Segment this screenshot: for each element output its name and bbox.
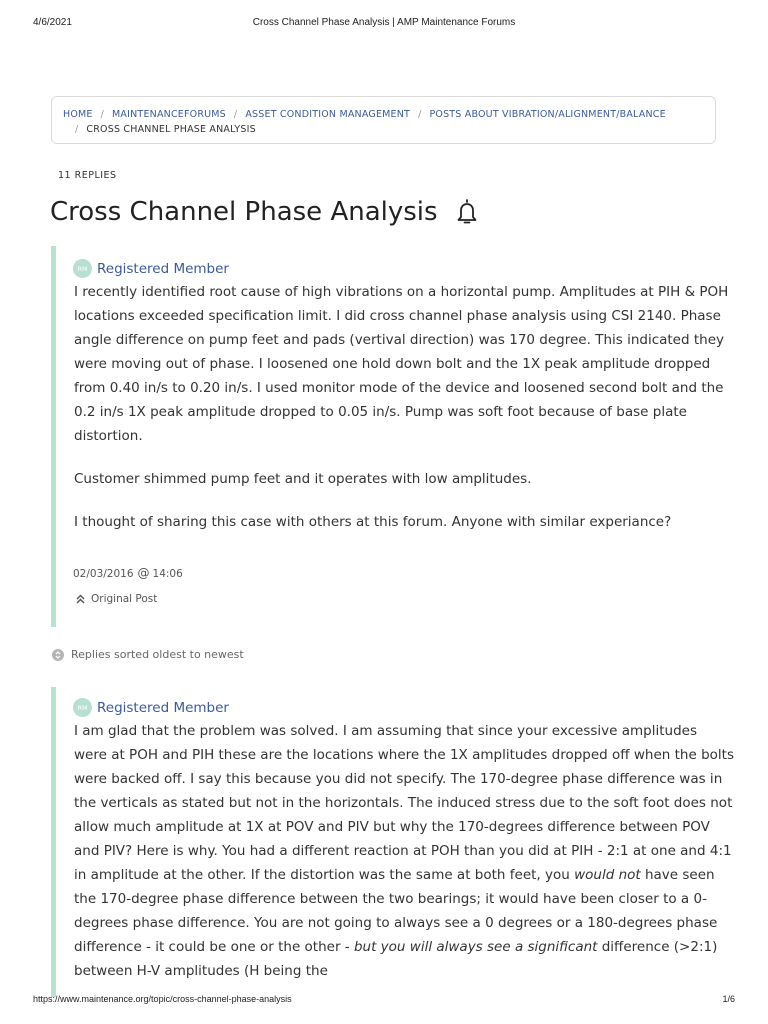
post-body: [74, 719, 734, 983]
post-author: [73, 259, 229, 278]
breadcrumb-line-1: [63, 107, 705, 122]
reply-text-emphasis: but you will always see a significant: [353, 939, 598, 955]
breadcrumb-current: CROSS CHANNEL PHASE ANALYSIS: [86, 124, 256, 135]
at-symbol: @: [137, 566, 150, 580]
reply-text-emphasis: would not: [574, 867, 641, 883]
reply-text: I am glad that the problem was solved. I am assuming that since your excessive amplitudes were at POH and PIH these are the locations where the 1X amplitudes dropped off when the bolts were backed off. I say this because you did not specify. The 170-degree phase difference was in the verticals as stated but not in the horizontals. The induced stress due to the soft foot does not allow much amplitude at 1X at POV and PIV but why the 170-degrees difference between POV and PIV? Here is why. You had a different reaction at POH than you did at PIH - 2:1 at one and 4:1 in amplitude at the other. If the distortion was the same at both feet, you: [74, 723, 734, 883]
post-paragraph: I thought of sharing this case with others at this forum. Anyone with similar experiance?: [74, 514, 672, 530]
post-body: [74, 280, 734, 553]
post-time: 14:06: [152, 568, 183, 580]
breadcrumb: [51, 96, 716, 144]
print-page-title: Cross Channel Phase Analysis | AMP Maintenance Forums: [252, 17, 516, 28]
post-author: [73, 698, 229, 717]
reply-text: have seen the 170-degree phase difference between the two bearings; it would have been closer to a 0-degrees phase difference. You are not going to always see a 0 degrees or a 180-degrees phase difference - it could be one or the other -: [74, 867, 718, 955]
print-url: https://www.maintenance.org/topic/cross-channel-phase-analysis: [33, 994, 292, 1004]
reply-text: difference (>2:1) between H-V amplitudes (H being the: [74, 939, 718, 979]
double-chevron-up-icon: [76, 594, 85, 604]
breadcrumb-home[interactable]: HOME: [63, 109, 93, 120]
topic-title-row: [50, 194, 482, 230]
print-footer: [0, 994, 768, 1008]
breadcrumb-separator: /: [100, 109, 105, 120]
original-post-label: Original Post: [91, 593, 158, 605]
avatar[interactable]: RM: [73, 259, 92, 278]
post-paragraph: I recently identified root cause of high vibrations on a horizontal pump. Amplitudes at PIH & POH locations exceeded specification limit. I did cross channel phase analysis using CSI 2140. Phase angle difference on pump feet and pads (vertival direction) was 170 degree. This indicated they were moving out of phase. I loosened one hold down bolt and the 1X peak amplitude dropped from 0.40 in/s to 0.20 in/s. I used monitor mode of the device and loosened second bolt and the 0.2 in/s 1X peak amplitude dropped to 0.05 in/s. Pump was soft foot because of base plate distortion.: [74, 284, 729, 444]
bell-icon[interactable]: [452, 197, 482, 227]
avatar[interactable]: RM: [73, 698, 92, 717]
replies-sort-note[interactable]: [52, 648, 244, 661]
breadcrumb-posts-vibration[interactable]: POSTS ABOUT VIBRATION/ALIGNMENT/BALANCE: [429, 109, 666, 120]
breadcrumb-separator: /: [233, 109, 238, 120]
page-number: 1/6: [722, 994, 735, 1004]
post-timestamp: [73, 566, 183, 580]
print-header: [0, 17, 768, 31]
reply-post: [51, 687, 734, 997]
print-date: 4/6/2021: [33, 17, 72, 28]
post-paragraph: Customer shimmed pump feet and it operates with low amplitudes.: [74, 471, 532, 487]
author-name[interactable]: Registered Member: [97, 699, 229, 716]
breadcrumb-asset-condition-management[interactable]: ASSET CONDITION MANAGEMENT: [245, 109, 411, 120]
replies-count: 11 REPLIES: [58, 170, 117, 181]
original-post-link[interactable]: [76, 593, 157, 605]
page-title: Cross Channel Phase Analysis: [50, 197, 438, 227]
breadcrumb-maintenanceforums[interactable]: MAINTENANCEFORUMS: [112, 109, 226, 120]
original-post: [51, 246, 731, 627]
post-date: 02/03/2016: [73, 568, 134, 580]
breadcrumb-separator: /: [418, 109, 422, 120]
breadcrumb-separator: /: [75, 124, 79, 135]
sort-label: Replies sorted oldest to newest: [71, 648, 244, 661]
sort-icon: [52, 649, 64, 661]
author-name[interactable]: Registered Member: [97, 260, 229, 277]
breadcrumb-line-2: [63, 122, 705, 137]
